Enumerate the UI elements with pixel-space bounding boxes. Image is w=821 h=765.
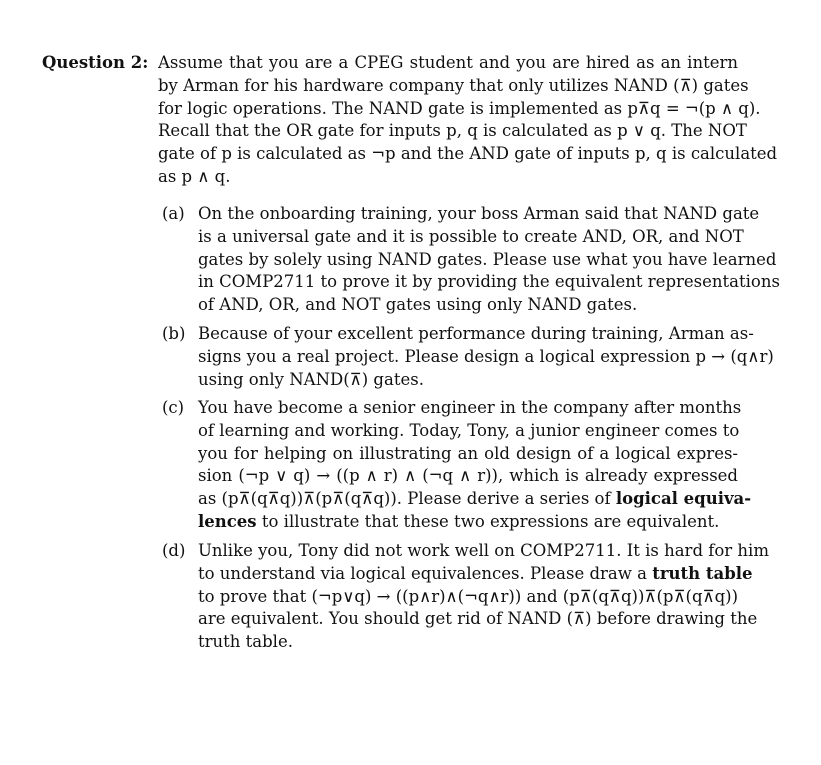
part-c-body xyxy=(198,397,752,534)
part-d-line: to prove that (¬p∨q) → ((p∧r)∧(¬q∧r)) and (p⊼(q⊼q))⊼(p⊼(q⊼q)) xyxy=(198,586,739,606)
part-c-line xyxy=(198,488,752,511)
part-b-body xyxy=(198,323,774,391)
part-a-line: in COMP2711 to prove it by providing the equivalent representations xyxy=(198,272,780,292)
part-a-line: gates by solely using NAND gates. Please use what you have learned xyxy=(198,249,777,269)
part-c-text: as (p⊼(q⊼q))⊼(p⊼(q⊼q)). Please derive a series of xyxy=(198,489,611,509)
part-c-line xyxy=(198,511,738,534)
part-c-bold-term: logical equiva- xyxy=(615,489,752,509)
part-a-line: is a universal gate and it is possible to create AND, OR, and NOT xyxy=(198,226,744,246)
intro-line: gate of p is calculated as ¬p and the AND gate of inputs p, q is calculated xyxy=(158,144,778,164)
part-b-line: using only NAND(⊼) gates. xyxy=(198,369,424,389)
part-c-text: to illustrate that these two expressions are equivalent. xyxy=(261,511,720,531)
intro-line: by Arman for his hardware company that only utilizes NAND (⊼) gates xyxy=(158,75,749,95)
part-d-body xyxy=(198,540,769,654)
part-d-line: truth table. xyxy=(198,632,293,652)
part-a-line: of AND, OR, and NOT gates using only NAND gates. xyxy=(198,295,638,315)
part-a-line: On the onboarding training, your boss Arman said that NAND gate xyxy=(198,204,760,223)
part-c-label: (c) xyxy=(162,398,185,417)
intro-line: as p ∧ q. xyxy=(158,166,231,186)
part-d-line xyxy=(198,563,753,586)
part-c-line: you for helping on illustrating an old design of a logical expres- xyxy=(198,443,738,463)
part-d-line: are equivalent. You should get rid of NAND (⊼) before drawing the xyxy=(198,609,758,629)
part-b-label: (b) xyxy=(162,324,186,343)
part-d-bold-term: truth table xyxy=(652,563,753,583)
part-a-label: (a) xyxy=(162,204,185,223)
part-d-text: to understand via logical equivalences. Please draw a xyxy=(198,563,647,583)
part-b-line: signs you a real project. Please design a logical expression p → (q∧r) xyxy=(198,346,774,366)
question-label: Question 2: xyxy=(42,53,149,72)
part-c-line: of learning and working. Today, Tony, a junior engineer comes to xyxy=(198,420,740,440)
part-a-body xyxy=(198,203,780,317)
intro-line: for logic operations. The NAND gate is implemented as p⊼q = ¬(p ∧ q). xyxy=(158,98,761,118)
question-intro xyxy=(158,52,778,189)
part-c-line: You have become a senior engineer in the company after months xyxy=(198,398,742,417)
part-b-line: Because of your excellent performance during training, Arman as- xyxy=(198,324,754,343)
intro-line: Assume that you are a CPEG student and you are hired as an intern xyxy=(158,53,738,72)
part-c-bold-term: lences xyxy=(198,511,257,531)
part-c-line: sion (¬p ∨ q) → ((p ∧ r) ∧ (¬q ∧ r)), which is already expressed xyxy=(198,466,738,486)
part-d-label: (d) xyxy=(162,541,186,560)
part-d-line: Unlike you, Tony did not work well on COMP2711. It is hard for him xyxy=(198,541,769,560)
intro-line: Recall that the OR gate for inputs p, q is calculated as p ∨ q. The NOT xyxy=(158,121,747,141)
